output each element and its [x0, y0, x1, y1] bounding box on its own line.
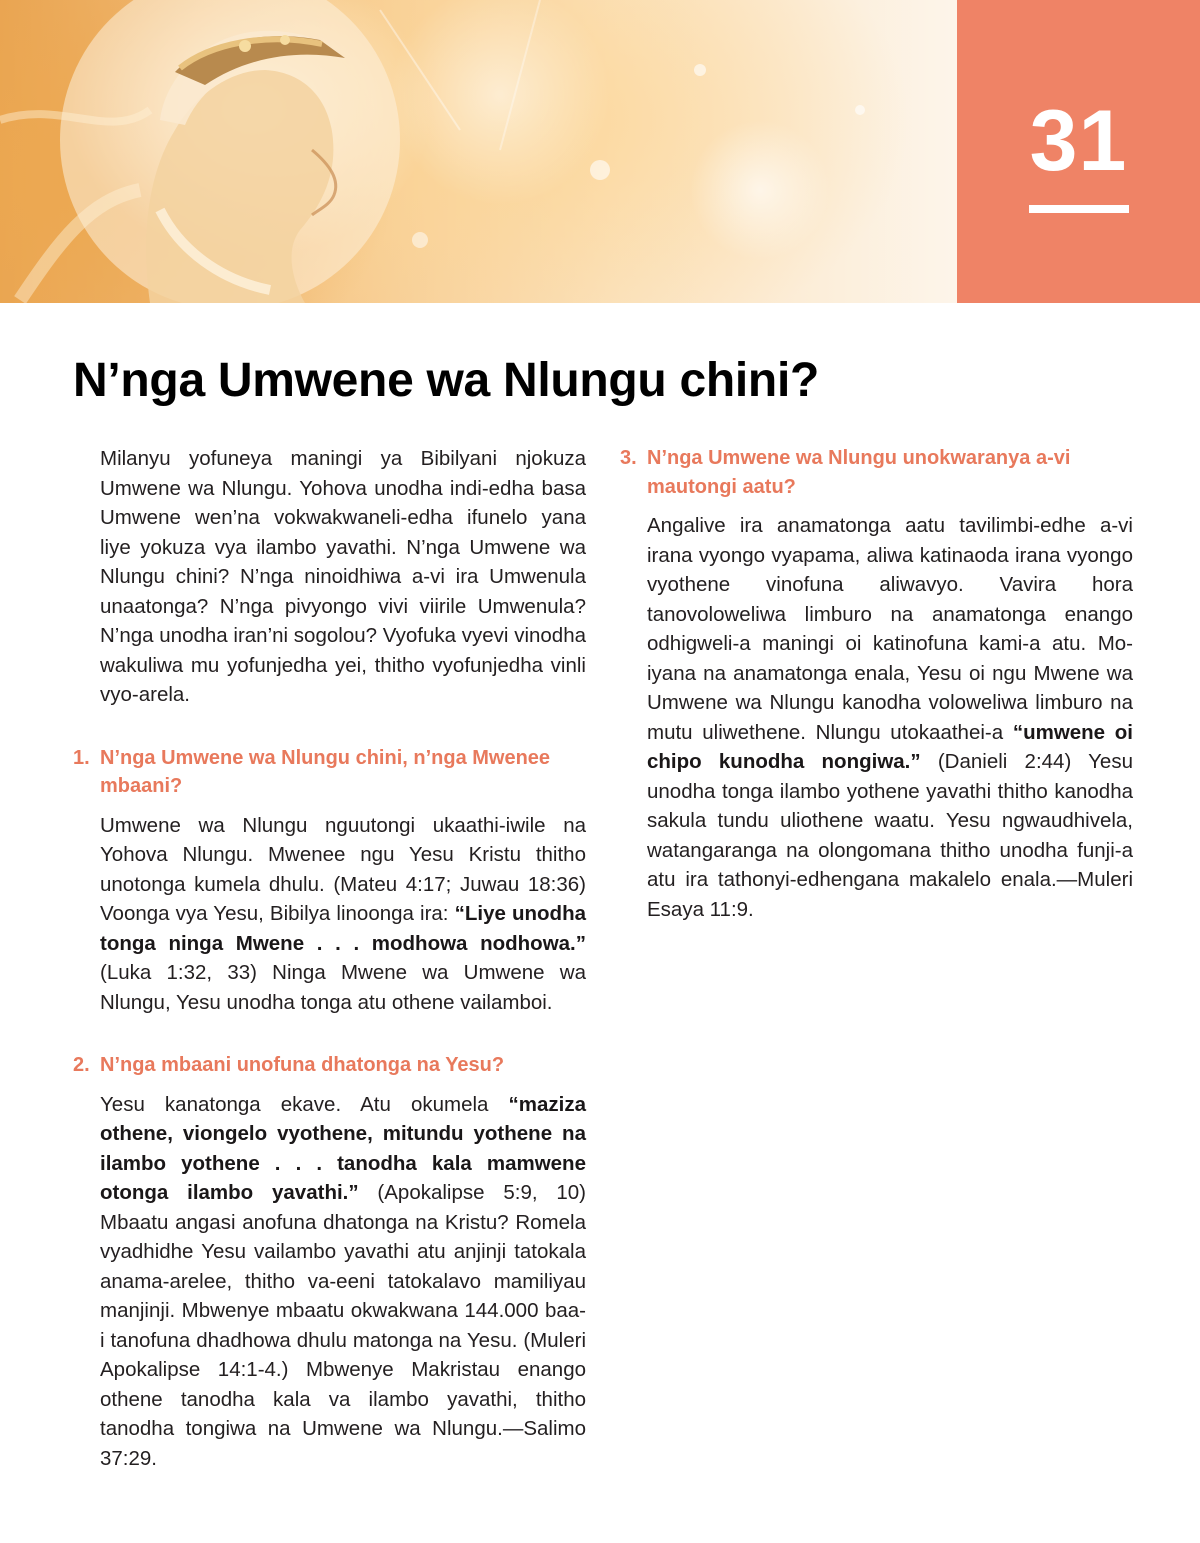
answer-text: (Danieli 2:44) Yesu unodha tonga ilambo yothene yavathi thitho kanodha sakula tundu uliothene waatu. Yesu ngwaudhivela, watangaranga na olongomana thitho unodha funji-a atu ira tathonyi-edhengana makalelo enala.—Muleri Esaya 11:9. [647, 750, 1133, 921]
answer-1-paragraph [100, 811, 586, 1018]
question-1 [73, 744, 586, 801]
king-portrait-illustration [0, 0, 957, 303]
answer-text: (Apokalipse 5:9, 10) Mbaatu angasi anofuna dhatonga na Kristu? Romela vyadhidhe Yesu vailambo yavathi atu anjinji tatokala anama-arelee, thitho va-eeni tatokalavo mamiliyau manjinji. Mbwenye mbaatu okwakwana 144.000 baa-i tanofuna dhadhowa dhulu matonga na Yesu. (Muleri Apokalipse 14:1-4.) Mbwenye Makristau enango othene tanodha kala va ilambo yavathi, thitho tanodha tongiwa na Umwene wa Nlungu.—Salimo 37:29. [100, 1181, 586, 1470]
answer-text: (Luka 1:32, 33) Ninga Mwene wa Umwene wa Nlungu, Yesu unodha tonga atu othene vailamboi. [100, 961, 586, 1014]
answer-3-paragraph [647, 511, 1133, 924]
lesson-number: 31 [1029, 93, 1128, 189]
question-3 [620, 444, 1133, 501]
answer-text: Umwene wa Nlungu nguutongi ukaathi-iwile na Yohova Nlungu. Mwenee ngu Yesu Kristu thitho unotonga kumela dhulu. (Mateu 4:17; Juwau 18:36) Voonga vya Yesu, Bibilya linoonga ira: [100, 813, 586, 925]
intro-paragraph: Milanyu yofuneya maningi ya Bibilyani njokuza Umwene wa Nlungu. Yohova unodha indi-edha basa Umwene wen’na vokwakwaneli-edha ifunelo yana liye yokuza vya ilambo yavathi. N’nga Umwene wa Nlungu chini? N’nga ninoidhiwa a-vi ira Umwenula unaatonga? N’nga pivyongo vivi viirile Umwenula? N’nga unodha iran’ni sogolou? Vyofuka vyevi vinodha wakuliwa mu yofunjedha yei, thitho vyofunjedha vinli vyo-arela. [100, 447, 586, 706]
badge-underline [1029, 205, 1129, 213]
answer-text: Angalive ira anamatonga aatu tavilimbi-edhe a-vi irana vyongo vyapama, aliwa katinaoda irana vyongo vyothene vinofuna aliwavyo. Vavira hora tanovoloweliwa limburo na anamatonga enango odhigweli-a maningi oi katinofuna kami-a atu. Mo-iyana na anamatonga enala, Yesu oi ngu Mwene wa Umwene wa Nlungu kanodha voloweliwa limburo na mutu uliwethene. Nlungu utokaathei-a [647, 514, 1133, 744]
left-column [73, 444, 586, 1473]
hero-illustration [0, 0, 957, 303]
question-number: 1. [73, 746, 90, 769]
answer-2-paragraph [100, 1090, 586, 1474]
question-number: 2. [73, 1054, 90, 1076]
question-number: 3. [620, 447, 637, 469]
answer-text: Yesu kanatonga ekave. Atu okumela [100, 1092, 509, 1116]
question-text: N’nga Umwene wa Nlungu unokwaranya a-vi mautongi aatu? [647, 447, 1071, 498]
right-column [620, 444, 1133, 924]
question-2 [73, 1051, 586, 1080]
question-text: N’nga mbaani unofuna dhatonga na Yesu? [100, 1054, 505, 1076]
scripture-quote: “maziza othene, viongelo vyothene, mitundu yothene na ilambo yothene . . . tanodha kala mamwene otonga ilambo yavathi.” [100, 1092, 586, 1204]
scripture-quote: “umwene oi chipo kunodha nongiwa.” [647, 720, 1133, 773]
question-text: N’nga Umwene wa Nlungu chini, n’nga Mwenee mbaani? [100, 746, 551, 797]
lesson-number-badge [957, 0, 1200, 303]
scripture-quote: “Liye unodha tonga ninga Mwene . . . modhowa nodhowa.” [100, 902, 586, 955]
page-title: N’nga Umwene wa Nlungu chini? [73, 354, 820, 407]
